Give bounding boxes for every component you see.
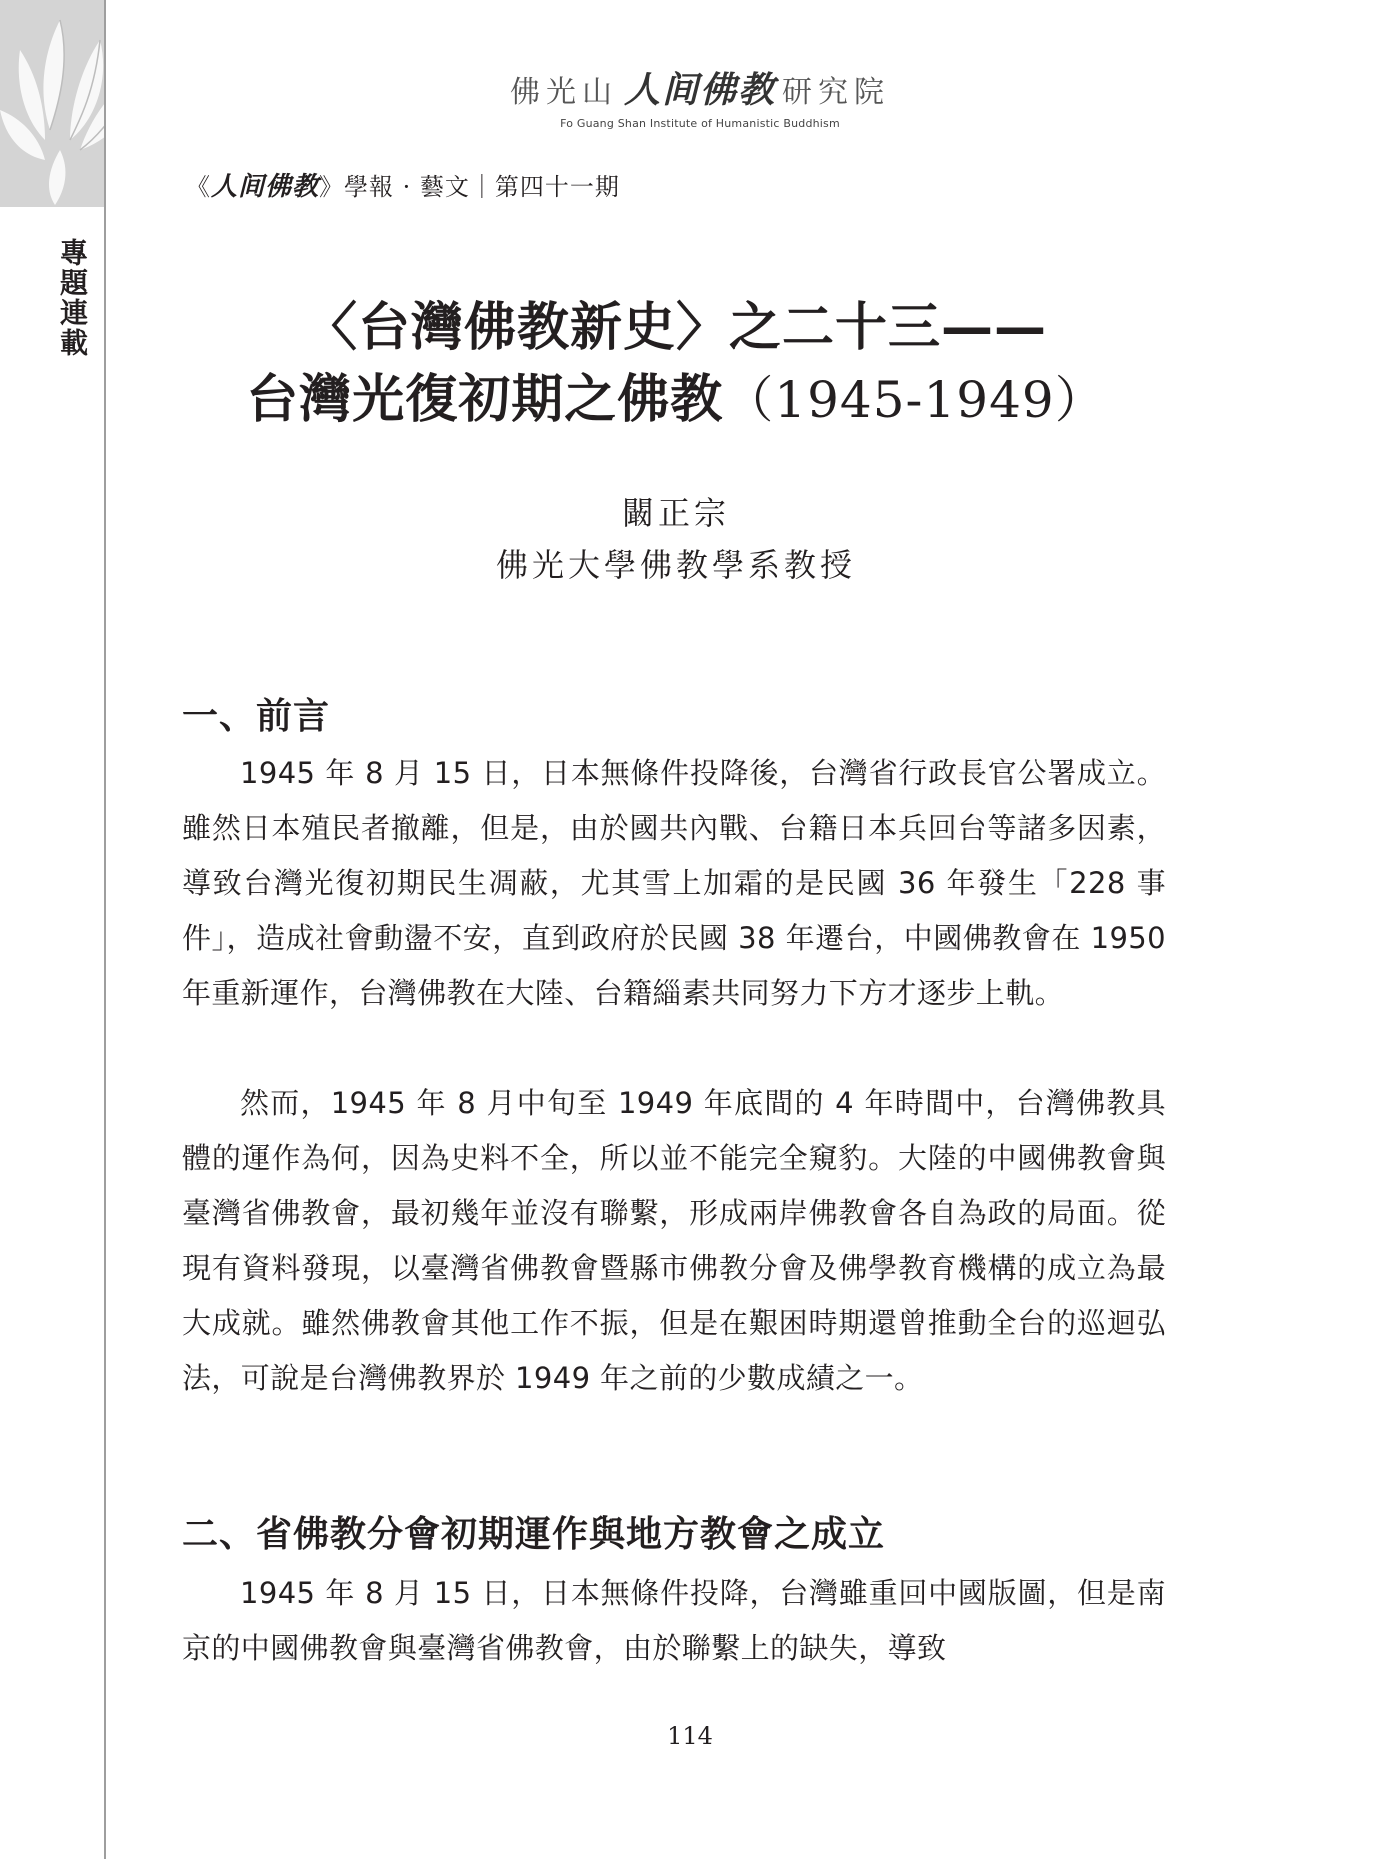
paragraph-2: 然而，1945 年 8 月中旬至 1949 年底間的 4 年時間中，台灣佛教具體的運作為何，因為史料不全，所以並不能完全窺豹。大陸的中國佛教會與臺灣省佛教會，最初幾年並沒有聯繫，形成兩岸佛教會各自為政的局面。從現有資料發現，以臺灣省佛教會暨縣市佛教分會及佛學教育機構的成立為最大成就。雖然佛教會其他工作不振，但是在艱困時期還曾推動全台的巡迴弘法，可說是台灣佛教界於 1949 年之前的少數成績之一。 bbox=[182, 1086, 1166, 1395]
journal-rest: 》學報 · 藝文｜第四十一期 bbox=[319, 173, 620, 201]
section-heading-1: 一、前言 bbox=[182, 696, 331, 737]
institute-prefix: 佛光山 bbox=[509, 75, 618, 110]
author-affiliation: 佛光大學佛教學系教授 bbox=[495, 546, 856, 584]
paragraph-1: 1945 年 8 月 15 日，日本無條件投降後，台灣省行政長官公署成立。雖然日本殖民者撤離，但是，由於國共內戰、台籍日本兵回台等諸多因素，導致台灣光復初期民生凋蔽，尤其雪上加霜的是民國 36 年發生「228 事件」，造成社會動盪不安，直到政府於民國 38 年遷台，中國佛教會在 1950 年重新運作，台灣佛教在大陸、台籍緇素共同努力下方才逐步上軌。 bbox=[182, 756, 1166, 1010]
institute-header bbox=[490, 62, 910, 130]
sidebar bbox=[0, 0, 106, 1859]
journal-title bbox=[186, 166, 620, 203]
lotus-icon bbox=[0, 0, 104, 207]
institute-name bbox=[490, 62, 910, 113]
institute-brand: 人间佛教 bbox=[623, 69, 776, 111]
section-heading-2: 二、省佛教分會初期運作與地方教會之成立 bbox=[182, 1514, 886, 1555]
title-line-2-text: 台灣光復初期之佛教 bbox=[246, 370, 724, 430]
author-name: 闞正宗 bbox=[621, 494, 730, 532]
title-line-1: 〈台灣佛教新史〉之二十三—— bbox=[304, 298, 1047, 358]
sidebar-decoration bbox=[0, 0, 104, 207]
journal-open: 《 bbox=[186, 173, 211, 201]
article-title bbox=[186, 292, 1166, 436]
title-line-2 bbox=[186, 364, 1166, 436]
institute-suffix: 研究院 bbox=[782, 75, 890, 110]
page-number: 114 bbox=[667, 1722, 713, 1750]
institute-name-en: Fo Guang Shan Institute of Humanistic Buddhism bbox=[560, 117, 840, 130]
section-label: 專題連載 bbox=[56, 238, 89, 358]
journal-brand: 人间佛教 bbox=[211, 172, 320, 202]
paragraph-3: 1945 年 8 月 15 日，日本無條件投降，台灣雖重回中國版圖，但是南京的中國佛教會與臺灣省佛教會，由於聯繫上的缺失，導致 bbox=[182, 1576, 1166, 1665]
title-line-2-years: （1945-1949） bbox=[723, 371, 1106, 429]
